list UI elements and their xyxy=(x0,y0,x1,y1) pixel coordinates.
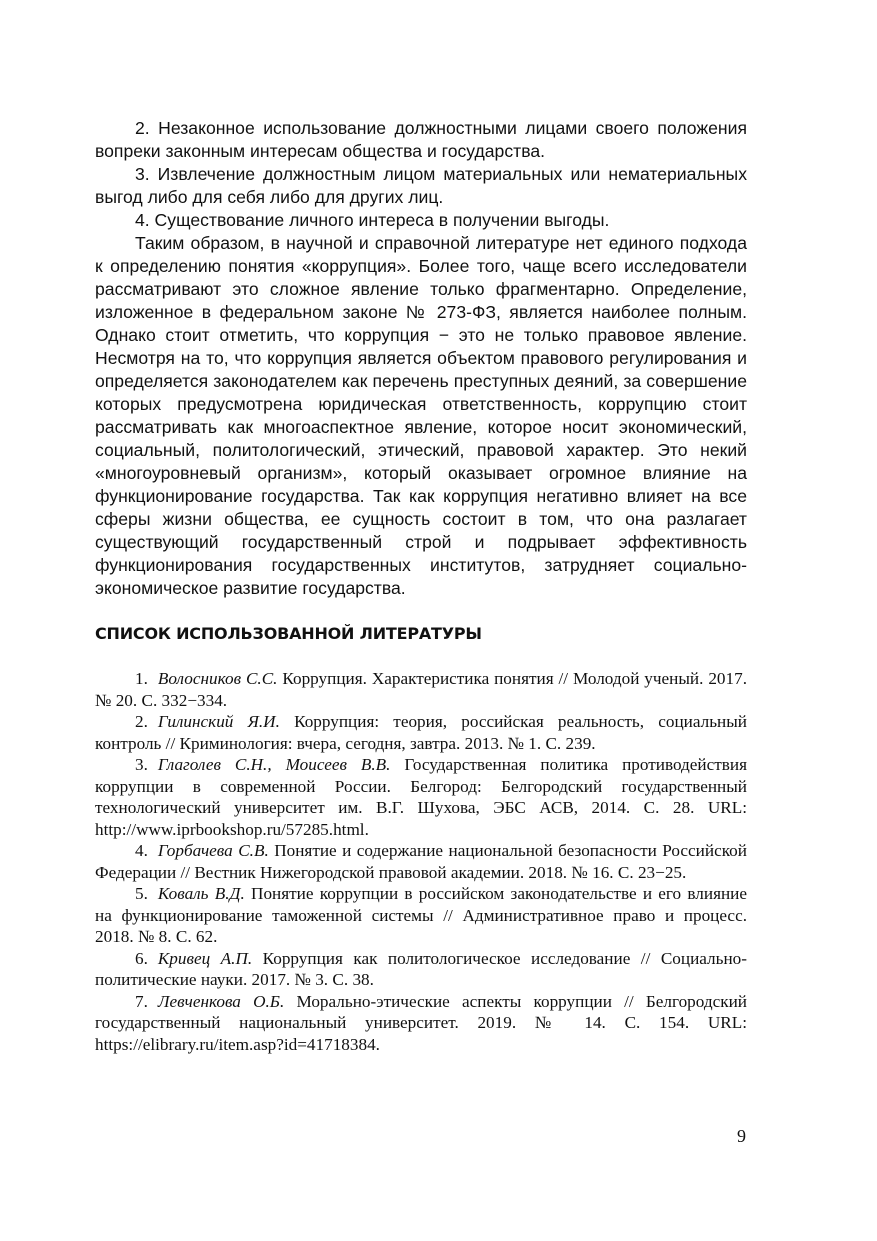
reference-author: Глаголев С.Н., Моисеев В.В. xyxy=(157,755,391,774)
reference-author: Коваль В.Д. xyxy=(157,884,245,903)
reference-item xyxy=(95,668,747,711)
reference-author: Горбачева С.В. xyxy=(157,841,269,860)
reference-text: Морально-этические аспекты коррупции // Белгородский государственный национальный университет. 2019. № 14. С. 154. URL: https://elibrary.ru/item.asp?id=41718384. xyxy=(95,991,747,1054)
paragraph: Таким образом, в научной и справочной литературе нет единого подхода к определению понятия «коррупция». Более того, чаще всего исследователи рассматривают это сложное явление только фрагментарно. Определение, изложенное в федеральном законе № 273-ФЗ, является наиболее полным. Однако стоит отметить, что коррупция − это не только правовое явление. Несмотря на то, что коррупция является объектом правового регулирования и определяется законодателем как перечень преступных деяний, за совершение которых предусмотрена юридическая ответственность, коррупцию стоит рассматривать как многоаспектное явление, которое носит экономический, социальный, политологический, этический, правовой характер. Это некий «многоуровневый организм», который оказывает огромное влияние на функционирование государства. Так как коррупция негативно влияет на все сферы жизни общества, ее сущность состоит в том, что она разлагает существующий государственный строй и подрывает эффективность функционирования государственных институтов, затрудняет социально-экономическое развитие государства. xyxy=(95,233,747,598)
reference-text: Понятие коррупции в российском законодательстве и его влияние на функционирование таможенной системы // Административное право и процесс. 2018. № 8. С. 62. xyxy=(95,884,747,946)
reference-author: Кривец А.П. xyxy=(157,948,253,968)
main-text xyxy=(95,117,747,600)
reference-item xyxy=(95,948,747,991)
references-heading: СПИСОК ИСПОЛЬЗОВАННОЙ ЛИТЕРАТУРЫ xyxy=(95,624,482,643)
reference-text: Государственная политика противодействия коррупции в современной России. Белгород: Белгородский государственный технологический университет им. В.Г. Шухова, ЭБС АСВ, 2014. С. 28. URL: http://www.iprbookshop.ru/57285.html. xyxy=(95,755,747,839)
reference-text: Коррупция. Характеристика понятия // Молодой ученый. 2017. № 20. С. 332−334. xyxy=(95,669,747,710)
reference-number: 5. xyxy=(135,884,148,903)
reference-author: Левченкова О.Б. xyxy=(157,991,285,1011)
reference-number: 2. xyxy=(135,712,148,731)
reference-author: Гилинский Я.И. xyxy=(157,712,280,731)
reference-text: Понятие и содержание национальной безопасности Российской Федерации // Вестник Нижегородской правовой академии. 2018. № 16. С. 23−25. xyxy=(95,841,747,882)
reference-item xyxy=(95,991,747,1056)
page-number: 9 xyxy=(737,1126,746,1146)
reference-number: 7. xyxy=(135,991,148,1011)
reference-number: 6. xyxy=(135,948,148,968)
paragraph: 3. Извлечение должностным лицом материальных или нематериальных выгод либо для себя либо для других лиц. xyxy=(95,164,747,207)
reference-number: 1. xyxy=(135,669,148,688)
reference-item xyxy=(95,840,747,883)
page-content xyxy=(95,117,747,1055)
reference-number: 3. xyxy=(135,755,148,774)
reference-item xyxy=(95,883,747,948)
paragraph: 2. Незаконное использование должностными лицами своего положения вопреки законным интересам общества и государства. xyxy=(95,118,747,161)
reference-text: Коррупция как политологическое исследование // Социально-политические науки. 2017. № 3. С. 38. xyxy=(95,948,747,989)
paragraph: 4. Существование личного интереса в получении выгоды. xyxy=(135,210,610,230)
references-list xyxy=(95,668,747,1055)
reference-item xyxy=(95,754,747,840)
reference-item xyxy=(95,711,747,754)
reference-author: Волосников С.С. xyxy=(157,669,278,688)
reference-number: 4. xyxy=(135,841,148,860)
reference-text: Коррупция: теория, российская реальность, социальный контроль // Криминология: вчера, сегодня, завтра. 2013. № 1. С. 239. xyxy=(95,712,747,753)
